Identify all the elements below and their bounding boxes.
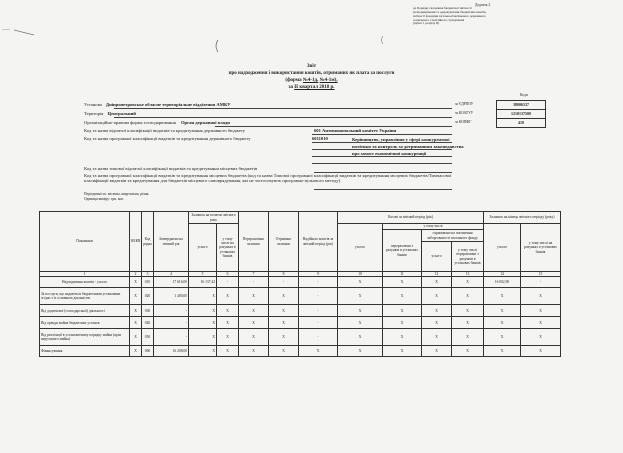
cell-c14: X xyxy=(484,346,521,357)
header-indicators: Показники xyxy=(40,212,130,272)
cell-c8: X xyxy=(269,346,299,357)
code-kopfg: 410 xyxy=(496,118,546,128)
cell-c5: X xyxy=(189,346,217,357)
cell-kekv: X xyxy=(130,346,142,357)
header-received: Отримано залишок xyxy=(269,212,299,272)
cell-c7: X xyxy=(239,329,269,346)
col-number: 6 xyxy=(217,272,239,277)
cell-c15: - xyxy=(521,277,561,288)
underline xyxy=(114,117,452,118)
header-incl: у тому числі xyxy=(383,224,484,230)
code-label-kopfg: за КОПФГ xyxy=(455,120,472,124)
cell-c15: X xyxy=(521,317,561,329)
appendix-line: (пункт 1 розділу II) xyxy=(413,21,440,26)
cell-c9: - xyxy=(299,277,338,288)
cell-c8: X xyxy=(269,329,299,346)
cell-c10: X xyxy=(338,346,383,357)
header-incl-transferred-bank: у тому числі перераховані з рахунків в установах банків xyxy=(452,242,484,272)
code-label-edrpou: за ЄДРПОУ xyxy=(455,102,474,106)
cell-c13: X xyxy=(452,329,484,346)
cell-c10: X xyxy=(338,288,383,305)
table-row xyxy=(40,288,561,305)
cell-c7: X xyxy=(239,317,269,329)
cell-c13: X xyxy=(452,277,484,288)
cell-c9: X xyxy=(299,346,338,357)
cell-c6: X xyxy=(217,305,239,317)
header-general-fund: спрямовано на погашення заборгованості загального фонду xyxy=(422,230,484,242)
header-income: Надійшло коштів за звітний період (рік) xyxy=(299,212,338,272)
institution-row xyxy=(84,102,231,107)
dept-class-label: Код та назва відомчої класифікації видатків та кредитування державного бюджету xyxy=(84,128,246,133)
cell-c14: 16 002,90 xyxy=(484,277,521,288)
cell-c13: X xyxy=(452,346,484,357)
appendix-line: до Порядку складання бюджетної звітності xyxy=(413,6,472,11)
cell-kekv: X xyxy=(130,277,142,288)
col-number: 3 xyxy=(142,272,154,277)
cell-c4: - xyxy=(154,305,189,317)
form-b: №4-1м), xyxy=(319,78,338,83)
legal-form-value: Орган державної влади xyxy=(180,120,230,125)
cell-c13: X xyxy=(452,305,484,317)
appendix-title: Додаток 2 xyxy=(475,3,491,7)
header-total: усього xyxy=(189,224,217,272)
institution-label: Установа xyxy=(84,102,102,107)
appendix-line: звітності фондами загальнообов'язкового державного xyxy=(413,13,486,18)
header-cash: Касові за звітний період (рік) xyxy=(338,212,484,224)
header-approved: Затверджено на звітний рік xyxy=(154,212,189,272)
typical-class-label: Код та назва типової відомчої класифікації видатків та кредитування місцевих бюджетів xyxy=(84,166,258,171)
cell-c5: X xyxy=(189,305,217,317)
underline xyxy=(312,163,452,164)
row-label: Від реалізації в установленому порядку майна (крім нерухомого майна) xyxy=(40,329,130,346)
report-form xyxy=(0,78,623,84)
legal-form-label: Організаційно-правова форма господарювання xyxy=(84,120,176,125)
table-row xyxy=(40,277,561,288)
cell-c6: X xyxy=(217,288,239,305)
code-edrpou: 38006537 xyxy=(496,100,546,110)
cell-c14: X xyxy=(484,288,521,305)
cell-c5: X xyxy=(189,329,217,346)
program-class-label: Код та назва програмної класифікації видатків та кредитування державного бюджету xyxy=(84,136,251,141)
row-label: Надходження коштів - усього xyxy=(40,277,130,288)
cell-c6: X xyxy=(217,329,239,346)
periodicity: Періодичність: місячна, квартальна, річна. xyxy=(84,192,150,196)
underline xyxy=(215,126,452,127)
legal-form-row xyxy=(84,120,230,125)
col-number: 5 xyxy=(189,272,217,277)
header-incl-bank: у тому числі на рахунках в установах банків xyxy=(217,224,239,272)
program-class-text: Керівництво, управління у сфері конкурентної політики та контроль за дотриманням законодавства про захист економічної конкуренції xyxy=(352,137,464,157)
cell-c11: X xyxy=(383,305,422,317)
cell-c10: X xyxy=(338,317,383,329)
cell-kekv: X xyxy=(130,305,142,317)
cell-c11: X xyxy=(383,277,422,288)
header-incl-bank-end: у тому числі на рахунках в установах банків xyxy=(521,224,561,272)
cell-c14: X xyxy=(484,317,521,329)
col-number: 11 xyxy=(383,272,422,277)
local-program-label: Код та назва програмної класифікації видатків та кредитування місцевих бюджетів (код та назва Типової програмної класифікації видатків та кредитування місцевих бюджетів/Тимчасової класифікації видатків та кредитування для бюджетів місцевого самоврядування, які не застосовують програмно-цільового методу) xyxy=(84,173,452,184)
cell-c8: X xyxy=(269,288,299,305)
code-label-koatuu: за КОАТУУ xyxy=(455,111,474,115)
underline xyxy=(312,149,452,150)
cell-c5: X xyxy=(189,288,217,305)
header-transferred-bank: перераховані з рахунків в установах банків xyxy=(383,230,422,272)
underline xyxy=(312,142,452,143)
table-row xyxy=(40,305,561,317)
cell-code: 050 xyxy=(142,329,154,346)
period-prefix: за xyxy=(288,85,293,90)
col-number: 13 xyxy=(452,272,484,277)
cell-c11: X xyxy=(383,288,422,305)
cell-code: 060 xyxy=(142,346,154,357)
cell-kekv: X xyxy=(130,288,142,305)
header-total: усього xyxy=(422,242,452,272)
codes-header: Коди xyxy=(520,93,528,97)
cell-c8: - xyxy=(269,277,299,288)
header-balance-end: Залишок на кінець звітного періоду (року) xyxy=(484,212,561,224)
col-number: 8 xyxy=(269,272,299,277)
col-number: 12 xyxy=(422,272,452,277)
cell-c15: X xyxy=(521,288,561,305)
header-total: усього xyxy=(484,224,521,272)
cell-c9: - xyxy=(299,317,338,329)
cell-c15: X xyxy=(521,329,561,346)
appendix-line: соціального і пенсійного страхування xyxy=(413,17,465,22)
cell-c7: X xyxy=(239,305,269,317)
cell-c4: - xyxy=(154,317,189,329)
territory-label: Територія xyxy=(84,111,104,116)
row-label: Фінансування xyxy=(40,346,130,357)
col-number: 4 xyxy=(154,272,189,277)
row-label: Від оренди майна бюджетних установ xyxy=(40,317,130,329)
cell-c6: X xyxy=(217,317,239,329)
cell-c6: X xyxy=(217,346,239,357)
cell-c12: X xyxy=(422,288,452,305)
col-number: 15 xyxy=(521,272,561,277)
col-number: 14 xyxy=(484,272,521,277)
underline xyxy=(314,189,452,190)
cell-c4: 1 400,00 xyxy=(154,288,189,305)
cell-c7: X xyxy=(239,346,269,357)
cell-c11: X xyxy=(383,329,422,346)
col-number: 10 xyxy=(338,272,383,277)
unit: Одиниця виміру: грн. коп. xyxy=(84,197,125,201)
form-prefix: (форма xyxy=(285,78,302,83)
appendix-note xyxy=(413,3,526,26)
cell-code: 030 xyxy=(142,305,154,317)
col-number: 7 xyxy=(239,272,269,277)
cell-c15: X xyxy=(521,305,561,317)
col-number: 9 xyxy=(299,272,338,277)
code-koatuu: 1210137500 xyxy=(496,109,546,119)
table-row xyxy=(40,317,561,329)
underline xyxy=(312,156,452,157)
header-balance-start: Залишок на початок звітного року xyxy=(189,212,239,224)
cell-kekv: X xyxy=(130,329,142,346)
territory-row xyxy=(84,111,136,116)
cell-kekv: X xyxy=(130,317,142,329)
report-title: Звіт xyxy=(306,64,317,69)
cell-code: 040 xyxy=(142,317,154,329)
underline xyxy=(114,108,452,109)
header-kekv: КЕКВ xyxy=(130,212,142,272)
period-value: II квартал 2018 р. xyxy=(294,85,335,90)
header-row-code: Код рядка xyxy=(142,212,154,272)
report-table xyxy=(39,211,561,357)
row-label: Від додаткової (господарської) діяльності xyxy=(40,305,130,317)
cell-code: 010 xyxy=(142,277,154,288)
dept-class-value: 601 Антимонопольний комітет України xyxy=(314,128,397,133)
cell-c9: - xyxy=(299,305,338,317)
cell-c9: - xyxy=(299,329,338,346)
row-label: За послуги, що надаються бюджетними установами згідно з їх основною діяльністю xyxy=(40,288,130,305)
cell-c4: 16 208,00 xyxy=(154,346,189,357)
cell-c8: X xyxy=(269,317,299,329)
cell-c13: X xyxy=(452,288,484,305)
cell-c14: X xyxy=(484,329,521,346)
cell-c15: X xyxy=(521,346,561,357)
cell-c11: X xyxy=(383,317,422,329)
cell-c5: X xyxy=(189,317,217,329)
cell-c12: X xyxy=(422,317,452,329)
cell-c13: X xyxy=(452,317,484,329)
cell-c14: X xyxy=(484,305,521,317)
appendix-line: розпорядниками та одержувачами бюджетних коштів, xyxy=(413,10,487,15)
institution-value: Дніпропетровське обласне територіальне відділення АМКУ xyxy=(105,102,231,107)
cell-c12: X xyxy=(422,277,452,288)
cell-c12: X xyxy=(422,346,452,357)
cell-c12: X xyxy=(422,329,452,346)
cell-c5: 16 137,42 xyxy=(189,277,217,288)
cell-c7: X xyxy=(239,288,269,305)
cell-c4: 17 616,00 xyxy=(154,277,189,288)
report-period xyxy=(0,85,623,91)
cell-c11: X xyxy=(383,346,422,357)
cell-c10: X xyxy=(338,305,383,317)
header-total: усього xyxy=(338,224,383,272)
program-class-code: 6011010 xyxy=(312,136,328,141)
cell-c7: - xyxy=(239,277,269,288)
col-number: 2 xyxy=(130,272,142,277)
cell-c10: X xyxy=(338,277,383,288)
report-subtitle: про надходження і використання коштів, отриманих як плата за послуги xyxy=(228,71,395,76)
territory-value: Центральний xyxy=(107,111,136,116)
table-row xyxy=(40,329,561,346)
cell-code: 020 xyxy=(142,288,154,305)
cell-c8: X xyxy=(269,305,299,317)
cell-c6: - xyxy=(217,277,239,288)
underline xyxy=(312,134,452,135)
cell-c10: X xyxy=(338,329,383,346)
header-transferred: Перераховано залишок xyxy=(239,212,269,272)
form-a: №4-1д, xyxy=(302,78,319,83)
cell-c9: - xyxy=(299,288,338,305)
col-number: 1 xyxy=(40,272,130,277)
table-row xyxy=(40,346,561,357)
cell-c4: - xyxy=(154,329,189,346)
cell-c12: X xyxy=(422,305,452,317)
